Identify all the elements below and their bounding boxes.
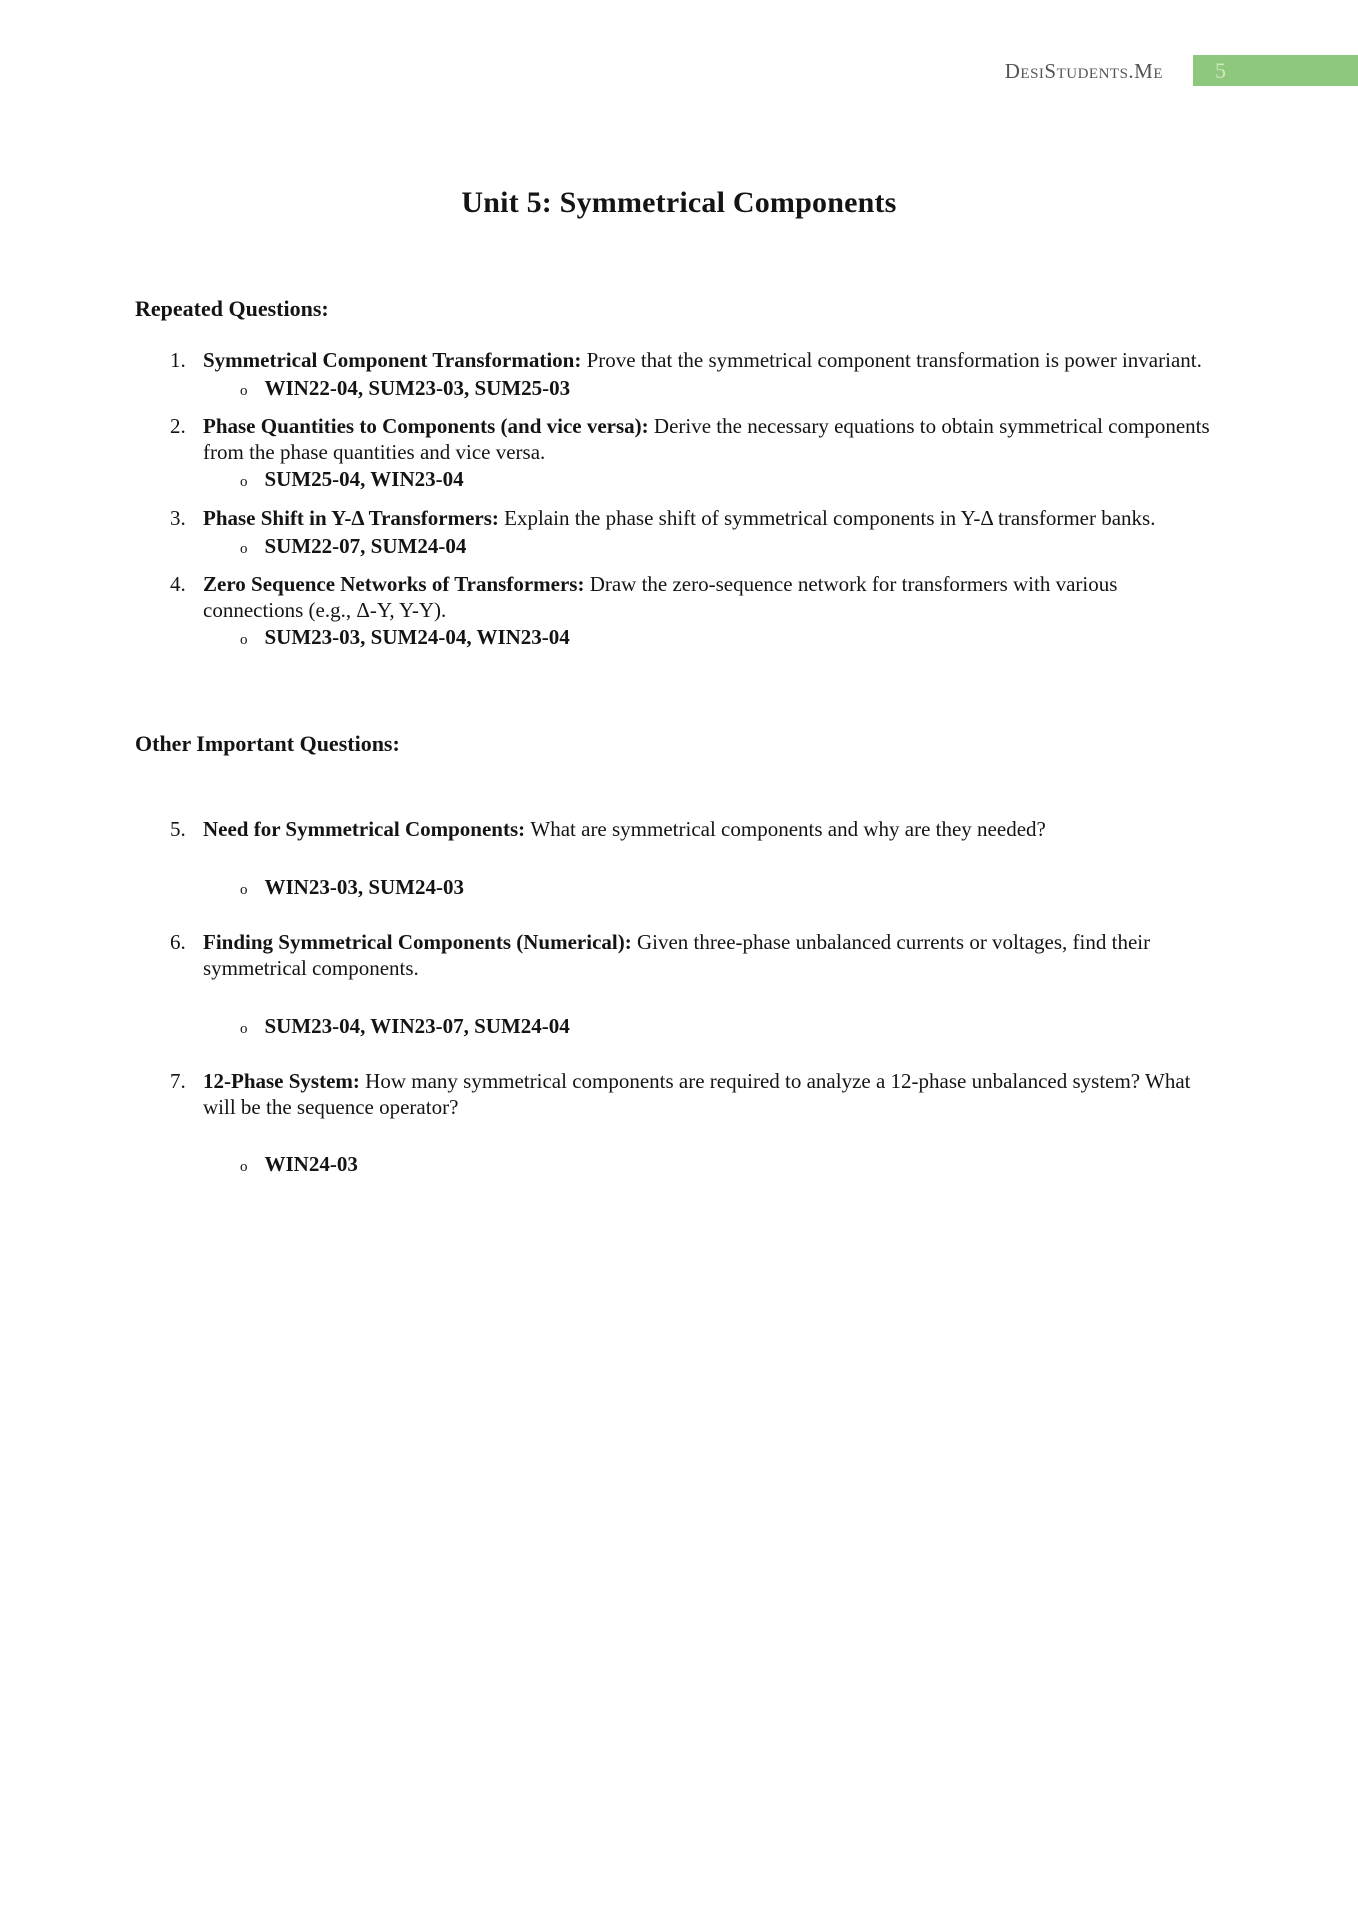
exam-references: SUM22-07, SUM24-04 bbox=[264, 533, 467, 558]
question-body bbox=[203, 930, 1215, 1039]
question-topic: Need for Symmetrical Components: bbox=[203, 817, 531, 842]
question-topic: Phase Shift in Y-Δ Transformers: bbox=[203, 506, 505, 531]
exam-references: WIN23-03, SUM24-03 bbox=[264, 874, 464, 899]
question-item bbox=[170, 930, 1238, 1039]
reference-line bbox=[240, 376, 1202, 402]
question-description: Given three-phase unbalanced currents or voltages, find their symmetrical components. bbox=[203, 930, 1151, 980]
reference-line bbox=[240, 1152, 1215, 1178]
question-body bbox=[203, 506, 1155, 559]
question-number: 4. bbox=[170, 572, 186, 597]
question-text bbox=[203, 414, 1215, 465]
question-text bbox=[203, 1069, 1215, 1120]
question-text bbox=[203, 348, 1202, 374]
question-item bbox=[170, 1069, 1238, 1178]
section-heading: Repeated Questions: bbox=[135, 296, 329, 321]
question-number: 6. bbox=[170, 930, 186, 955]
question-body bbox=[203, 1069, 1215, 1178]
question-section bbox=[135, 731, 1238, 1178]
question-number: 5. bbox=[170, 817, 186, 842]
question-topic: Phase Quantities to Components (and vice versa): bbox=[203, 414, 654, 439]
question-topic: Symmetrical Component Transformation: bbox=[203, 348, 587, 372]
bullet-marker: o bbox=[240, 632, 248, 649]
question-item bbox=[170, 506, 1238, 559]
exam-references: SUM23-04, WIN23-07, SUM24-04 bbox=[264, 1013, 570, 1038]
reference-line bbox=[240, 1014, 1215, 1040]
bullet-marker: o bbox=[240, 474, 248, 491]
question-text bbox=[203, 572, 1215, 623]
bullet-marker: o bbox=[240, 1020, 248, 1037]
question-item bbox=[170, 414, 1238, 493]
question-body bbox=[203, 414, 1215, 493]
question-description: Draw the zero-sequence network for transformers with various connections (e.g., Δ-Y, Y-Y). bbox=[203, 572, 1118, 622]
question-description: Derive the necessary equations to obtain symmetrical components from the phase quantities and vice versa. bbox=[203, 414, 1210, 464]
page-header bbox=[0, 0, 1358, 86]
question-description: How many symmetrical components are required to analyze a 12-phase unbalanced system? What will be the sequence operator? bbox=[203, 1069, 1191, 1119]
page-number-box bbox=[1193, 55, 1358, 86]
document-title: Unit 5: Symmetrical Components bbox=[461, 186, 897, 219]
question-body bbox=[203, 348, 1202, 401]
question-text bbox=[203, 506, 1155, 532]
question-section bbox=[135, 296, 1238, 651]
bullet-marker: o bbox=[240, 382, 248, 399]
reference-line bbox=[240, 534, 1155, 560]
question-description: Prove that the symmetrical component transformation is power invariant. bbox=[586, 348, 1202, 372]
question-item bbox=[170, 348, 1238, 401]
question-topic: Finding Symmetrical Components (Numerical): bbox=[203, 930, 637, 955]
section-heading: Other Important Questions: bbox=[135, 731, 400, 757]
question-item bbox=[170, 817, 1238, 900]
content bbox=[0, 296, 1358, 1178]
exam-references: SUM25-04, WIN23-04 bbox=[264, 467, 464, 492]
question-number: 1. bbox=[170, 348, 186, 372]
reference-line bbox=[240, 875, 1046, 901]
bullet-marker: o bbox=[240, 540, 248, 557]
question-text bbox=[203, 930, 1215, 981]
question-topic: 12-Phase System: bbox=[203, 1069, 366, 1094]
reference-line bbox=[240, 625, 1215, 651]
site-name: DesiStudents.Me bbox=[1004, 58, 1163, 83]
question-item bbox=[170, 572, 1238, 651]
bullet-marker: o bbox=[240, 881, 248, 898]
exam-references: WIN24-03 bbox=[264, 1152, 358, 1177]
question-body bbox=[203, 572, 1215, 651]
question-list bbox=[135, 817, 1238, 1178]
exam-references: SUM23-03, SUM24-04, WIN23-04 bbox=[264, 625, 570, 650]
question-number: 2. bbox=[170, 414, 186, 439]
question-topic: Zero Sequence Networks of Transformers: bbox=[203, 572, 590, 597]
page-number: 5 bbox=[1215, 58, 1226, 83]
question-description: What are symmetrical components and why are they needed? bbox=[530, 817, 1046, 842]
question-number: 3. bbox=[170, 506, 186, 531]
question-number: 7. bbox=[170, 1069, 186, 1094]
exam-references: WIN22-04, SUM23-03, SUM25-03 bbox=[264, 375, 571, 400]
question-list bbox=[135, 348, 1238, 651]
bullet-marker: o bbox=[240, 1159, 248, 1176]
reference-line bbox=[240, 467, 1215, 493]
question-description: Explain the phase shift of symmetrical components in Y-Δ transformer banks. bbox=[504, 506, 1156, 531]
question-text bbox=[203, 817, 1046, 843]
question-body bbox=[203, 817, 1046, 900]
